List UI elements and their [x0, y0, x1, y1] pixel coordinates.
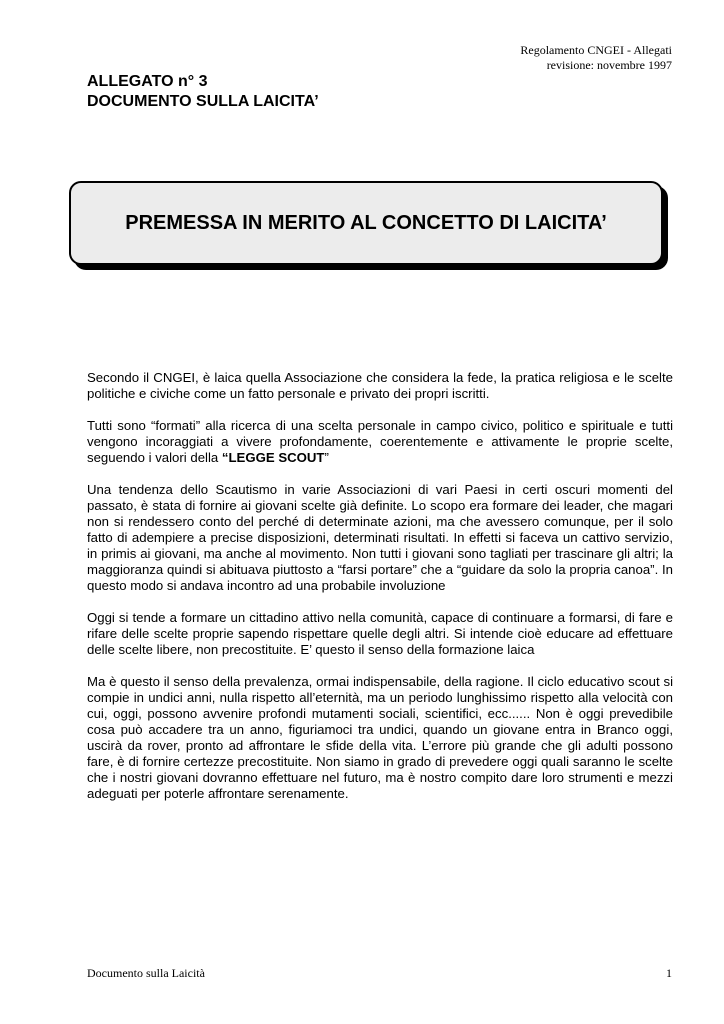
paragraph-1: Secondo il CNGEI, è laica quella Associazione che considera la fede, la pratica religiosa e le scelte politiche e civiche come un fatto personale e privato dei propri iscritti.: [87, 370, 673, 401]
paragraph-4: Oggi si tende a formare un cittadino attivo nella comunità, capace di continuare a formarsi, di fare e rifare delle scelte proprie sapendo rispettare quelle degli altri. Si intende cioè educare ad effettuare delle scelte libere, non precostituite. E’ questo il senso della formazione laica: [87, 610, 673, 657]
header-line-1: Regolamento CNGEI - Allegati: [520, 43, 672, 57]
paragraph-2-end: ”: [324, 450, 329, 465]
legge-scout-bold: “LEGGE SCOUT: [221, 450, 325, 465]
paragraph-2-text: Tutti sono “formati” alla ricerca di una scelta personale in campo civico, politico e spirituale e tutti vengono incoraggiati a vivere profondamente, coerentemente e attivamente le proprie scelte, seguendo i valori della: [87, 418, 673, 465]
page-number: 1: [666, 966, 672, 980]
paragraph-2: [87, 418, 673, 466]
paragraph-5: Ma è questo il senso della prevalenza, ormai indispensabile, della ragione. Il ciclo educativo scout si compie in undici anni, nulla rispetto all’eternità, ma un periodo lunghissimo rispetto alla velocità con cui, oggi, possono avvenire profondi mutamenti sociali, scientifici, ecc...... Non è oggi prevedibile cosa può accadere tra un anno, figuriamoci tra undici, quando un giovane entra in Branco oggi, uscirà da rover, pronto ad affrontare le sfide della vita. L’errore più grande che gli adulti possono fare, è di fornire certezze precostituite. Non siamo in grado di prevedere oggi quali saranno le scelte che i nostri giovani dovranno effettuare nel futuro, ma è nostro compito dare loro strumenti e mezzi adeguati per poterle affrontare serenamente.: [87, 674, 673, 801]
document-subject: DOCUMENTO SULLA LAICITA’: [87, 93, 319, 110]
title-box: [69, 181, 663, 265]
allegato-number: ALLEGATO n° 3: [87, 73, 208, 90]
page-title: PREMESSA IN MERITO AL CONCETTO DI LAICITA’: [125, 211, 607, 234]
header-line-2: revisione: novembre 1997: [546, 58, 672, 72]
allegato-heading: [87, 72, 319, 112]
footer-title: Documento sulla Laicità: [87, 966, 205, 980]
body-text: [87, 370, 673, 818]
paragraph-3: Una tendenza dello Scautismo in varie Associazioni di vari Paesi in certi oscuri momenti del passato, è stata di fornire ai giovani scelte già definite. Lo scopo era formare dei leader, che magari non si rendessero conto del perché di determinate azioni, ma che avessero comunque, per il solo fatto di adempiere a precise disposizioni, determinati risultati. In effetti si faceva un cattivo servizio, in primis ai giovani, ma anche al movimento. Non tutti i giovani sono tagliati per trascinare gli altri; la maggioranza quindi si abituava piuttosto a “farsi portare” che a “guidare da solo la propria canoa”. In questo modo si andava incontro ad una probabile involuzione: [87, 482, 673, 593]
document-header: [520, 43, 672, 73]
